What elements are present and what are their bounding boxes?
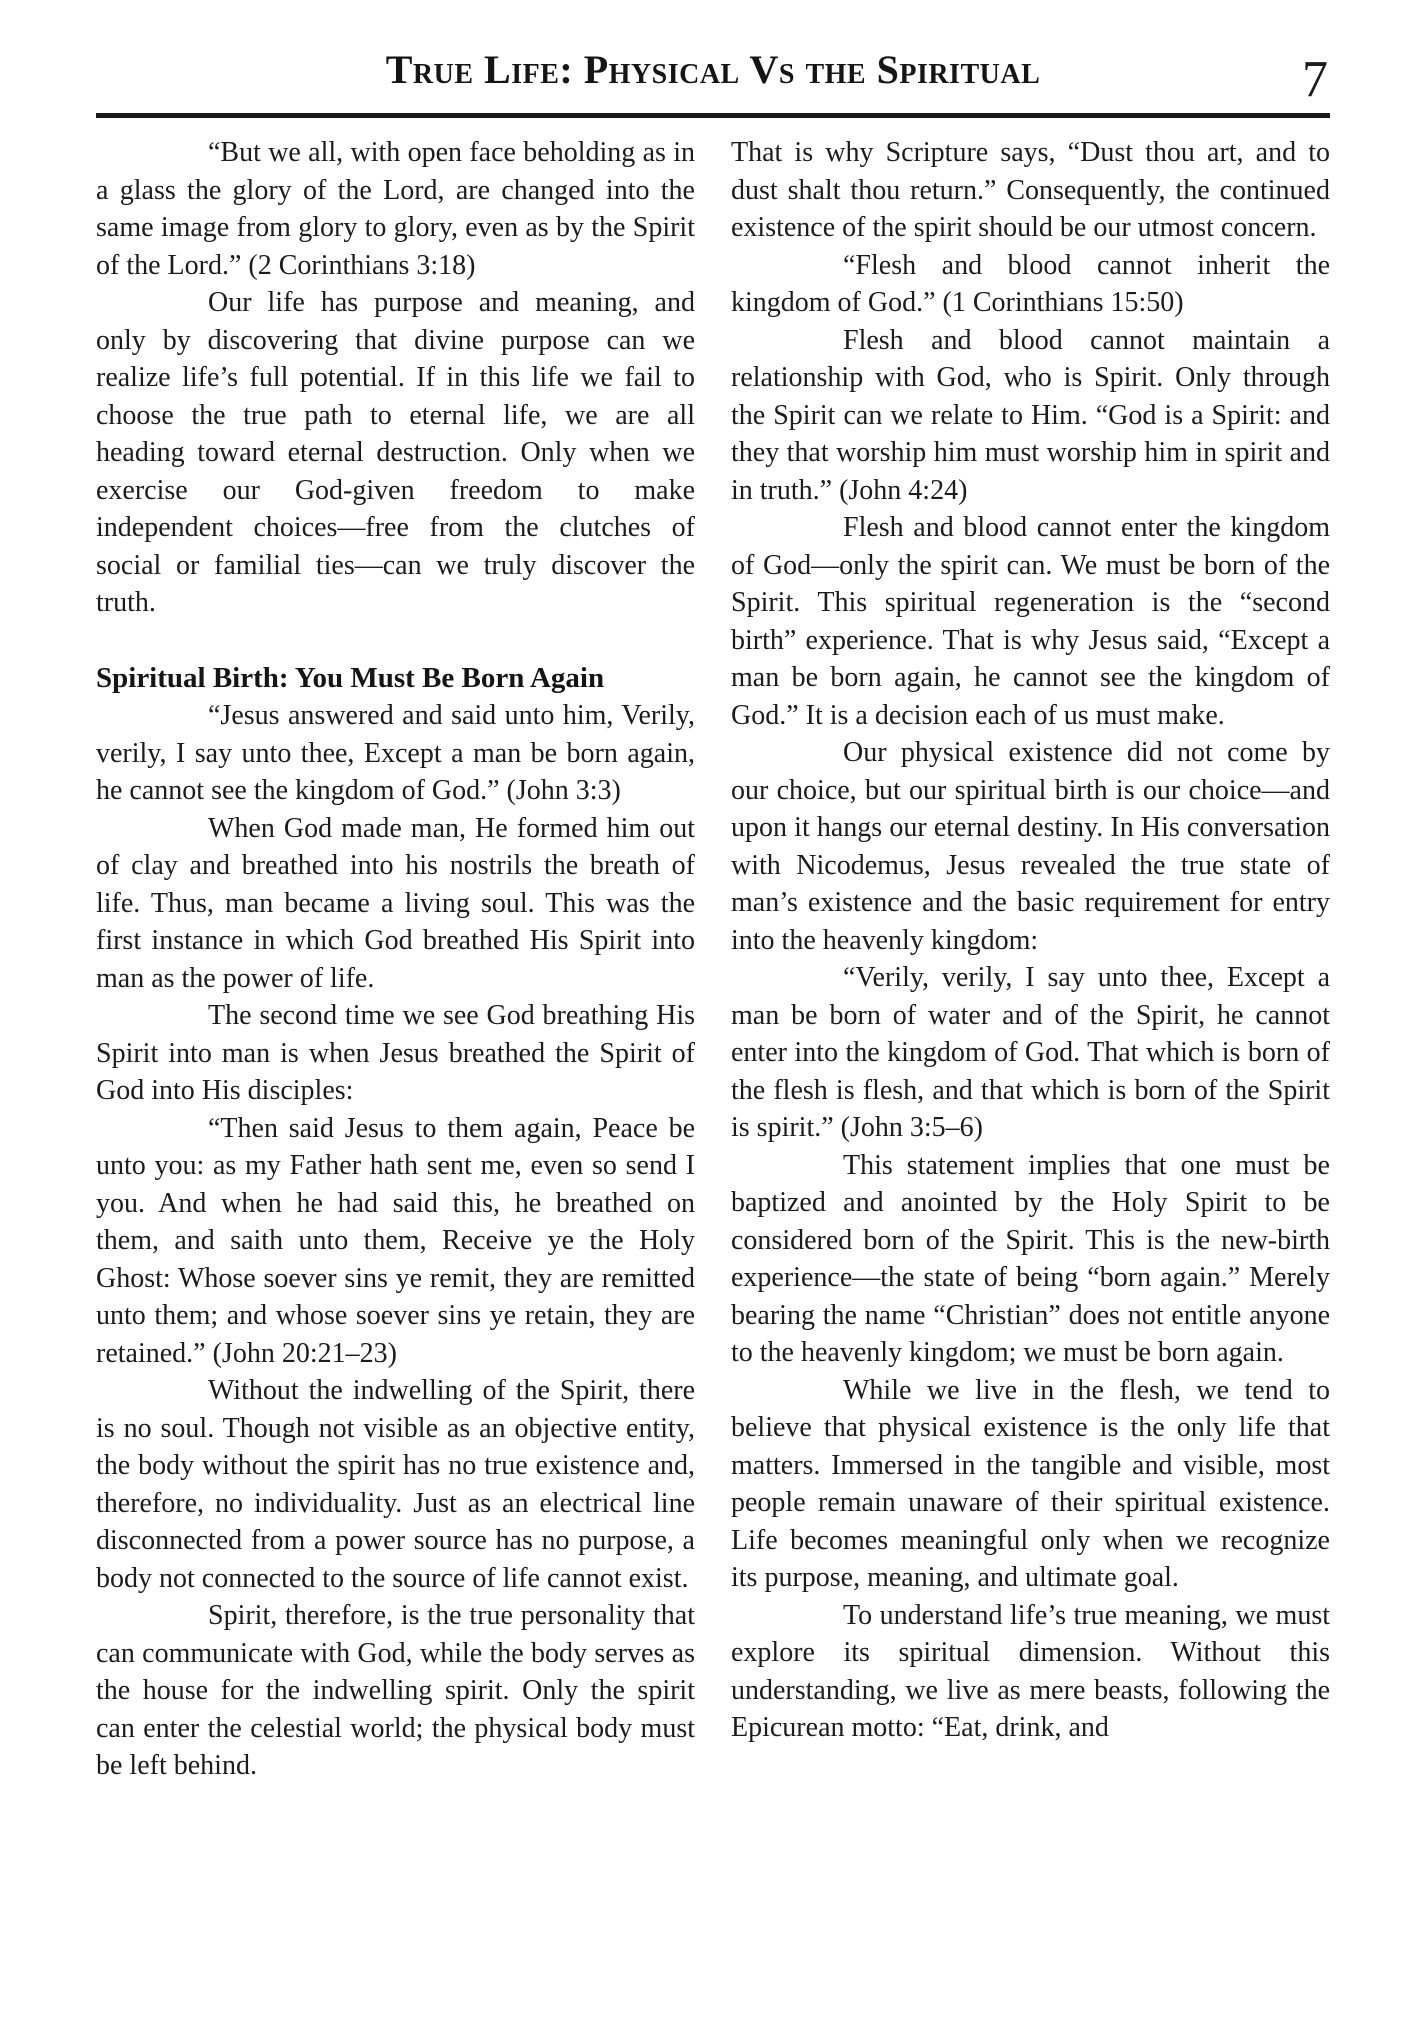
page-title: True Life: Physical Vs the Spiritual xyxy=(385,47,1041,92)
paragraph: Our life has purpose and meaning, and only by discovering that divine purpose can we realize life’s full potential. If in this life we fail to choose the true path to eternal life, we are all heading toward eternal destruction. Only when we exercise our God-given freedom to make independent choices—free from the clutches of social or familial ties—can we truly discover the truth. xyxy=(96,287,695,618)
paragraph: While we live in the flesh, we tend to believe that physical existence is the only life that matters. Immersed in the tangible and visible, most people remain unaware of their spiritual existence. Life becomes meaningful only when we recognize its purpose, meaning, and ultimate goal. xyxy=(731,1374,1330,1593)
paragraph: “Flesh and blood cannot inherit the kingdom of God.” (1 Corinthians 15:50) xyxy=(731,249,1330,318)
paragraph: This statement implies that one must be baptized and anointed by the Holy Spirit to be considered born of the Spirit. This is the new-birth experience—the state of being “born again.” Merely bearing the name “Christian” does not entitle anyone to the heavenly kingdom; we must be born again. xyxy=(731,1149,1330,1368)
paragraph: Flesh and blood cannot maintain a relationship with God, who is Spirit. Only through the Spirit can we relate to Him. “God is a Spirit: and they that worship him must worship him in spirit and in truth.” (John 4:24) xyxy=(731,324,1330,506)
paragraph: Flesh and blood cannot enter the kingdom of God—only the spirit can. We must be born of the Spirit. This spiritual regeneration is the “second birth” experience. That is why Jesus said, “Except a man be born again, he cannot see the kingdom of God.” It is a decision each of us must make. xyxy=(731,512,1330,731)
paragraph: Without the indwelling of the Spirit, there is no soul. Though not visible as an objective entity, the body without the spirit has no true existence and, therefore, no individuality. Just as an electrical line disconnected from a power source has no purpose, a body not connected to the source of life cannot exist. xyxy=(96,1375,695,1594)
paragraph: “Verily, verily, I say unto thee, Except a man be born of water and of the Spirit, he cannot enter into the kingdom of God. That which is born of the flesh is flesh, and that which is born of the Spirit is spirit.” (John 3:5–6) xyxy=(731,962,1330,1143)
page-number: 7 xyxy=(1302,51,1328,108)
paragraph: The second time we see God breathing His Spirit into man is when Jesus breathed the Spirit of God into His disciples: xyxy=(96,1000,695,1106)
paragraph: When God made man, He formed him out of clay and breathed into his nostrils the breath of life. Thus, man became a living soul. This was the first instance in which God breathed His Spirit into man as the power of life. xyxy=(96,812,695,994)
paragraph: Spirit, therefore, is the true personality that can communicate with God, while the body serves as the house for the indwelling spirit. Only the spirit can enter the celestial world; the physical body must be left behind. xyxy=(96,1600,695,1781)
paragraph: That is why Scripture says, “Dust thou art, and to dust shalt thou return.” Consequently, the continued existence of the spirit should be our utmost concern. xyxy=(731,137,1330,243)
right-column xyxy=(731,134,1330,1785)
text-columns xyxy=(96,134,1330,1785)
section-heading: Spiritual Birth: You Must Be Born Again xyxy=(96,661,605,694)
paragraph: To understand life’s true meaning, we must explore its spiritual dimension. Without this understanding, we live as mere beasts, following the Epicurean motto: “Eat, drink, and xyxy=(731,1599,1330,1743)
paragraph: “But we all, with open face beholding as in a glass the glory of the Lord, are changed into the same image from glory to glory, even as by the Spirit of the Lord.” (2 Corinthians 3:18) xyxy=(96,137,695,281)
paragraph: “Then said Jesus to them again, Peace be unto you: as my Father hath sent me, even so send I you. And when he had said this, he breathed on them, and saith unto them, Receive ye the Holy Ghost: Whose soever sins ye remit, they are remitted unto them; and whose soever sins ye retain, they are retained.” (John 20:21–23) xyxy=(96,1112,695,1369)
paragraph: Our physical existence did not come by our choice, but our spiritual birth is our choice—and upon it hangs our eternal destiny. In His conversation with Nicodemus, Jesus revealed the true state of man’s existence and the basic requirement for entry into the heavenly kingdom: xyxy=(731,737,1330,956)
page-header xyxy=(96,0,1330,118)
left-column xyxy=(96,134,695,1785)
paragraph: “Jesus answered and said unto him, Verily, verily, I say unto thee, Except a man be born again, he cannot see the kingdom of God.” (John 3:3) xyxy=(96,700,695,806)
header-rule xyxy=(96,113,1330,118)
